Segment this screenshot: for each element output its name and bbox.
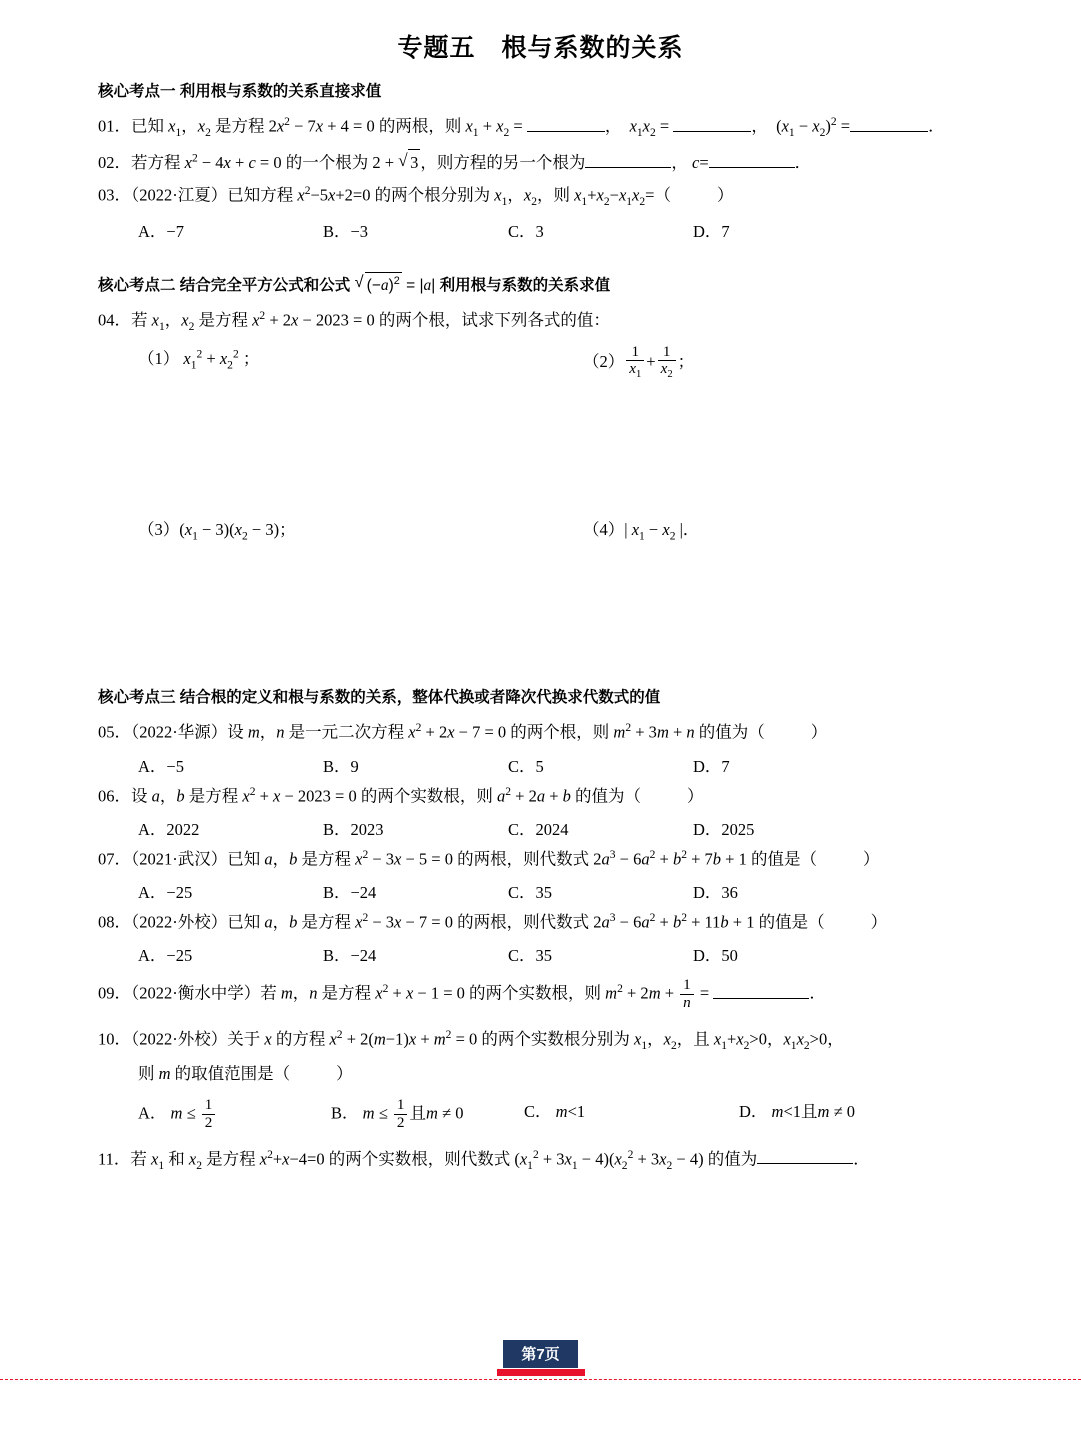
sub-item-1: （1） $x_1^2 + x_2^2$ ；	[138, 348, 260, 372]
option[interactable]: B． m ≤ $\frac{1}{2}$ 且m ≠ 0	[331, 1096, 464, 1131]
option[interactable]: B．9	[323, 756, 359, 776]
question-10-options	[138, 1098, 986, 1132]
page-number: 第7页	[503, 1340, 577, 1368]
question-09: 09．（2022·衡水中学）若 m，n 是方程 $x^2 + x - 1 = 0$ 的两个实数根，则 $m^2 + 2m$ + $\frac{1}{n}$ = ．	[98, 976, 826, 1011]
option[interactable]: A．−5	[138, 756, 184, 776]
question-07-options	[138, 879, 986, 903]
option[interactable]: D．7	[693, 756, 730, 776]
page-footer	[0, 1340, 1081, 1368]
question-05: 05．（2022·华源）设 m，n 是一元二次方程 $x^2 + 2x - 7 = 0$ 的两个根，则 $m^2 + 3m + n$ 的值为（ ）	[98, 722, 828, 742]
sub-item-3: $(3)(x_1 - 3)(x_2 - 3)$；	[138, 519, 296, 543]
question-06: 06．设 a，b 是方程 $x^2 + x - 2023 = 0$ 的两个实数根，则 $a^2 + 2a + b$ 的值为（ ）	[98, 785, 704, 806]
answer-blank[interactable]	[850, 131, 928, 132]
question-04-sub-row-1	[138, 342, 986, 382]
question-03: 03．（2022·江夏）已知方程 $x^2-5x+2=0$ 的两个根分别为 $x_1$，$x_2$，则 $x_1+x_2-x_1x_2=$（ ）	[98, 185, 734, 209]
option[interactable]: A．−7	[138, 221, 184, 241]
sub-item-2: （2） $\frac{1}{x_1}$ + $\frac{1}{x_2}$ ；	[583, 342, 695, 381]
footer-red-bar	[497, 1369, 585, 1376]
work-space-1	[98, 390, 986, 508]
option[interactable]: B．−24	[323, 882, 377, 902]
question-10: 10．（2022·外校）关于 x 的方程 $x^2 + 2(m-1)x + m^2 = 0$ 的两个实数根分别为 $x_1$，$x_2$，且 $x_1+x_2>0$，$x_1x_2>0$，	[98, 1028, 844, 1052]
question-06-options	[138, 816, 986, 840]
question-07: 07．（2021·武汉）已知 a，b 是方程 $x^2 - 3x - 5 = 0$ 的两根，则代数式 $2a^3 - 6a^2 + b^2 + 7b + 1$ 的值是（ ）	[98, 848, 880, 869]
section-heading-2-pre: 核心考点二 结合完全平方公式和公式	[98, 277, 355, 295]
option[interactable]: C．35	[508, 946, 553, 966]
sub-item-4: （4）| $x_1 - x_2$ |．	[583, 519, 700, 543]
question-11: 11．若 $x_1$ 和 $x_2$ 是方程 $x^2+x-4=0$ 的两个实数根，则代数式 $(x_1^2 + 3x_1 - 4)(x_2^2 + 3x_2 - 4)$ 的值为 ．	[98, 1148, 870, 1172]
section-heading-2-post: 利用根与系数的关系求值	[435, 277, 611, 295]
option[interactable]: A．−25	[138, 946, 193, 966]
question-04: 04．若 $x_1$，$x_2$ 是方程 $x^2 + 2x - 2023 = 0$ 的两个根，试求下列各式的值：	[98, 310, 610, 334]
option[interactable]: A． m ≤ $\frac{1}{2}$	[138, 1098, 331, 1132]
question-04-sub-row-2	[138, 516, 986, 542]
work-space-2	[98, 550, 986, 662]
answer-blank[interactable]	[585, 167, 671, 168]
question-08-options	[138, 942, 986, 966]
question-03-options	[138, 218, 986, 242]
question-02: 02．若方程 $x^2 - 4x + c = 0$ 的一个根为 2 + √ 3 ，则方程的另一个根为 ， c= ．	[98, 149, 986, 177]
question-10-line2: 则 m 的取值范围是（ ）	[138, 1064, 353, 1084]
answer-blank[interactable]	[757, 1163, 853, 1164]
answer-blank[interactable]	[527, 131, 605, 132]
answer-blank[interactable]	[713, 998, 809, 999]
option[interactable]: B．2023	[323, 819, 384, 839]
option[interactable]: A．−25	[138, 882, 193, 902]
option[interactable]: D．50	[693, 946, 738, 966]
page-content	[98, 80, 986, 1175]
option[interactable]: C． m<1	[524, 1102, 586, 1122]
option[interactable]: C．5	[508, 756, 544, 776]
section-heading-2: 核心考点二 结合完全平方公式和公式 √ $(-a)^2 = |a|$ 利用根与系数的关系求值	[98, 272, 986, 297]
question-05-options	[138, 753, 986, 777]
answer-blank[interactable]	[673, 131, 751, 132]
section-heading-3: 核心考点三 结合根的定义和根与系数的关系，整体代换或者降次代换求代数式的值	[98, 689, 661, 707]
option[interactable]: A．2022	[138, 819, 200, 839]
option[interactable]: B．−3	[323, 221, 369, 241]
option[interactable]: C．35	[508, 882, 553, 902]
worksheet-page	[0, 28, 1081, 1432]
option[interactable]: D．7	[693, 221, 730, 241]
option[interactable]: B．−24	[323, 946, 377, 966]
question-08: 08．（2022·外校）已知 a，b 是方程 $x^2 - 3x - 7 = 0$ 的两根，则代数式 $2a^3 - 6a^2 + b^2 + 11b + 1$ 的值是（ ）	[98, 911, 888, 932]
section-heading-1: 核心考点一 利用根与系数的关系直接求值	[98, 83, 382, 100]
question-01: 01．已知 $x_1$，$x_2$ 是方程 $2x^2 - 7x + 4 = 0$ 的两根，则 $x_1 + x_2$ = ， $x_1x_2$ = ， $(x_1 - x_2)^2$ = ．	[98, 116, 945, 140]
option[interactable]: D． m<1且m ≠ 0	[739, 1102, 856, 1122]
page-title: 专题五 根与系数的关系	[397, 34, 684, 62]
answer-blank[interactable]	[709, 167, 795, 168]
footer-dashed-line	[0, 1379, 1081, 1380]
option[interactable]: D．36	[693, 882, 738, 902]
option[interactable]: C．2024	[508, 819, 569, 839]
option[interactable]: C．3	[508, 221, 544, 241]
option[interactable]: D．2025	[693, 819, 755, 839]
